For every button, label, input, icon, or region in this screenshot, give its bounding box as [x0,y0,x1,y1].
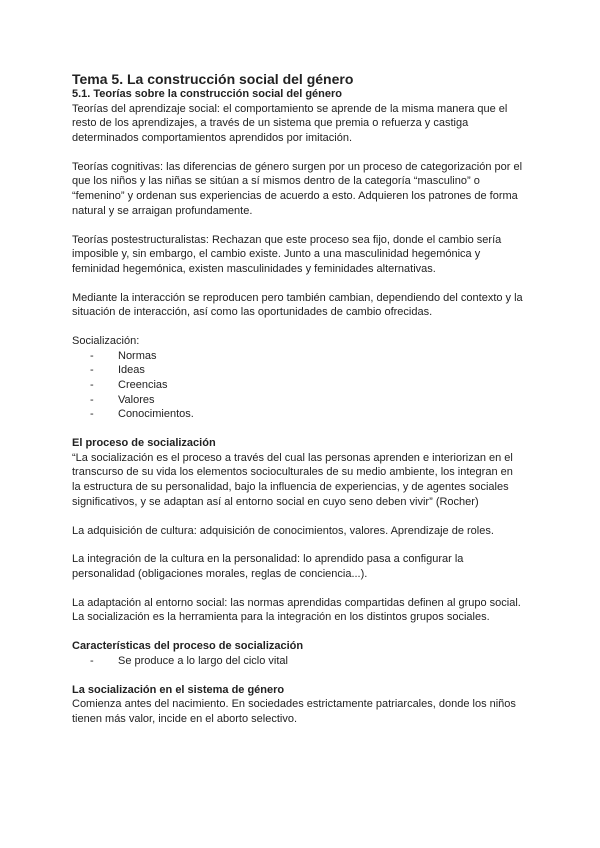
dash-bullet-icon: - [90,349,94,362]
list-item-text: Normas [118,349,157,362]
list-item-text: Creencias [118,379,168,391]
paragraph [72,233,542,277]
text-line: que los niños y las niñas se sitúan a sí mismos dentro de la categoría “masculino” o [72,175,480,188]
dash-bullet-icon: - [90,408,94,421]
text-line: resto de los aprendizajes, a través de un sistema que premia o refuerza y castiga [72,117,469,130]
text-line: La adquisición de cultura: adquisición de conocimientos, valores. Aprendizaje de roles. [72,524,494,537]
section-heading: 5.1. Teorías sobre la construcción social del género [72,88,342,100]
document-title: Tema 5. La construcción social del género [72,71,354,87]
text-line: La adaptación al entorno social: las normas aprendidas compartidas definen al grupo social. [72,596,521,609]
list-item [72,378,542,393]
bullet-list [72,349,542,422]
text-line: Mediante la interacción se reproducen pero también cambian, dependiendo del contexto y la [72,291,523,304]
text-line: Comienza antes del nacimiento. En sociedades estrictamente patriarcales, donde los niños [72,698,516,711]
paragraph [72,524,542,539]
text-line: Teorías cognitivas: las diferencias de género surgen por un proceso de categorización por el [72,160,523,173]
dash-bullet-icon: - [90,393,94,406]
dash-bullet-icon: - [90,654,94,667]
text-line: feminidad hegemónica, existen masculinidades y feminidades alternativas. [72,262,436,275]
text-line: La integración de la cultura en la personalidad: lo aprendido pasa a configurar la [72,553,464,566]
text-line: Teorías postestructuralistas: Rechazan que este proceso sea fijo, donde el cambio sería [72,233,502,246]
list-item [72,654,542,669]
dash-bullet-icon: - [90,364,94,377]
text-line: personalidad (obligaciones morales, reglas de conciencia...). [72,567,368,580]
list-item [72,393,542,408]
text-line: Teorías del aprendizaje social: el comportamiento se aprende de la misma manera que el [72,102,508,115]
paragraph [72,291,542,320]
section-heading: El proceso de socialización [72,437,216,450]
list-item [72,349,542,364]
text-line: transcurso de su vida los elementos socioculturales de su medio ambiente, los integran en [72,466,513,479]
text-line: “La socialización es el proceso a través del cual las personas aprenden e interiorizan en el [72,451,513,464]
dash-bullet-icon: - [90,379,94,391]
list-item [72,363,542,378]
bullet-list [72,654,542,669]
section-heading: Características del proceso de socialización [72,640,304,653]
list-label: Socialización: [72,335,140,348]
section-heading: La socialización en el sistema de género [72,683,285,696]
text-line: determinados comportamientos aprendidos por imitación. [72,131,353,144]
list-item-text: Valores [118,393,155,406]
text-line: imposible y, sin embargo, el cambio existe. Junto a una masculinidad hegemónica y [72,248,481,261]
list-item-text: Conocimientos. [118,408,194,421]
list-item-text: Se produce a lo largo del ciclo vital [118,654,288,667]
paragraph [72,102,542,146]
paragraph [72,596,542,625]
text-line: tienen más valor, incide en el aborto selectivo. [72,713,298,726]
paragraph [72,552,542,581]
text-line: natural y se arraigan profundamente. [72,204,253,217]
document-page [72,72,542,727]
paragraph [72,160,542,219]
text-line: significativos, y se adaptan así al entorno social en cuyo seno deben vivir” (Rocher) [72,495,479,508]
text-line: La socialización es la herramienta para la integración en los distintos grupos sociales. [72,611,490,624]
text-line: situación de interacción, así como las oportunidades de cambio ofrecidas. [72,306,433,319]
text-line: “femenino” y ordenan sus experiencias de acuerdo a esto. Adquieren los patrones de forma [72,190,518,203]
list-item-text: Ideas [118,364,145,377]
list-item [72,407,542,422]
text-line: la estructura de su personalidad, bajo la influencia de experiencias, y de agentes sociales [72,481,509,494]
quote-paragraph [72,451,542,510]
paragraph [72,697,542,726]
